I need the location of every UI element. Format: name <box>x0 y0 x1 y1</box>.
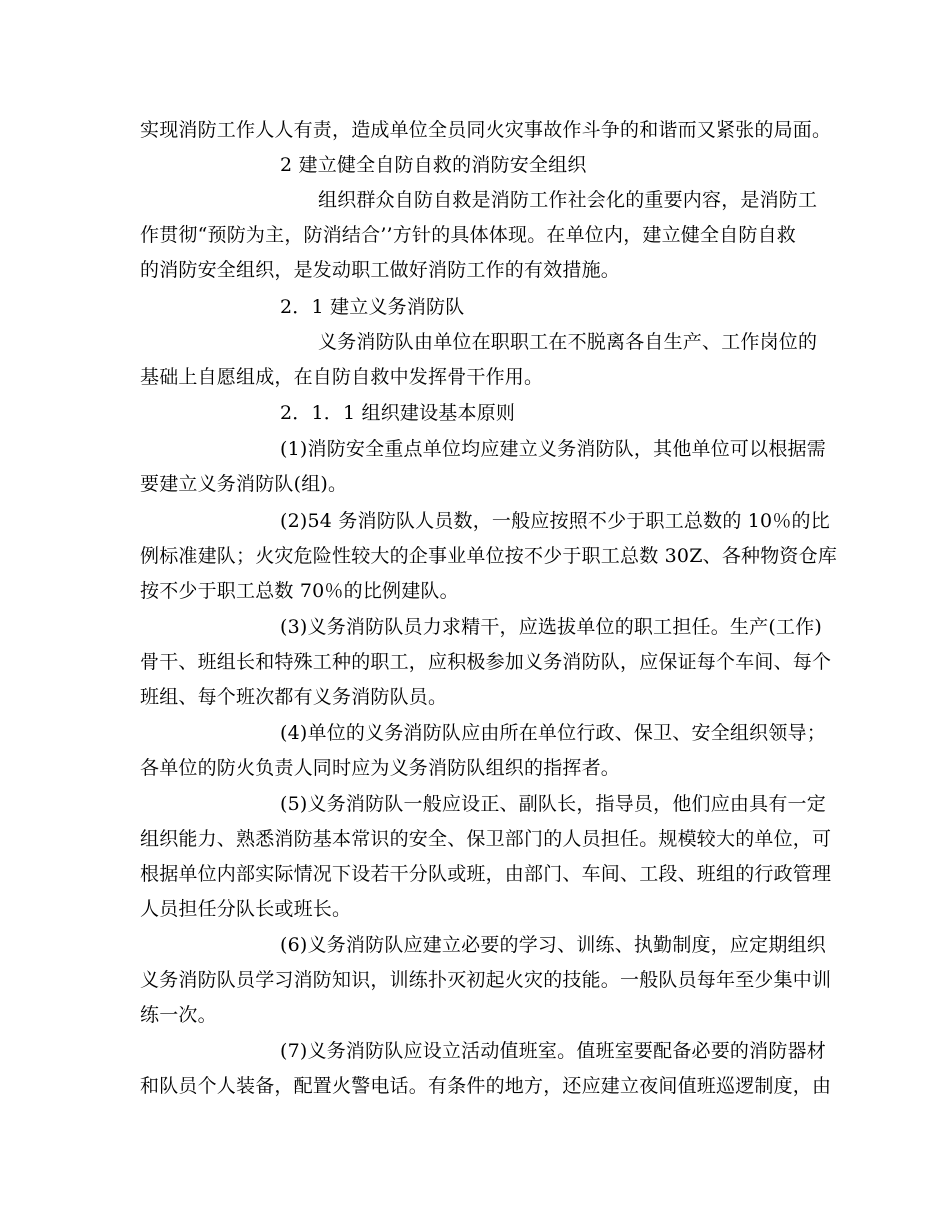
list-item-line: 根据单位内部实际情况下设若干分队或班，由部门、车间、工段、班组的行政管理 <box>140 863 832 885</box>
paragraph-line: 基础上自愿组成，在自防自救中发挥骨干作用。 <box>140 366 544 388</box>
list-item-line: (3)义务消防队员力求精干，应选拔单位的职工担任。生产(工作) <box>280 616 822 638</box>
list-item-line: (5)义务消防队一般应设正、副队长，指导员，他们应由具有一定 <box>280 793 826 815</box>
list-item-line: 组织能力、熟悉消防基本常识的安全、保卫部门的人员担任。规模较大的单位，可 <box>140 828 832 850</box>
list-item-line: 练一次。 <box>140 1004 217 1026</box>
list-item-line: (4)单位的义务消防队应由所在单位行政、保卫、安全组织领导； <box>280 722 826 744</box>
list-item-line: (7)义务消防队应设立活动值班室。值班室要配备必要的消防器材 <box>280 1040 826 1062</box>
section-heading: 2 建立健全自防自救的消防安全组织 <box>280 154 587 176</box>
list-item-line: 义务消防队员学习消防知识，训练扑灭初起火灾的技能。一般队员每年至少集中训 <box>140 969 832 991</box>
paragraph-line: 的消防安全组织，是发动职工做好消防工作的有效措施。 <box>140 259 621 281</box>
paragraph-line: 义务消防队由单位在职职工在不脱离各自生产、工作岗位的 <box>318 331 818 353</box>
section-heading: 2．1．1 组织建设基本原则 <box>280 402 516 424</box>
list-item-line: (6)义务消防队应建立必要的学习、训练、执勤制度，应定期组织 <box>280 934 826 956</box>
section-heading: 2．1 建立义务消防队 <box>280 296 465 318</box>
list-item-line: 各单位的防火负责人同时应为义务消防队组织的指挥者。 <box>140 757 621 779</box>
list-item-line: 和队员个人装备，配置火警电话。有条件的地方，还应建立夜间值班巡逻制度，由 <box>140 1075 832 1097</box>
list-item-line: 人员担任分队长或班长。 <box>140 898 352 920</box>
list-item-line: 按不少于职工总数 70％的比例建队。 <box>140 580 459 602</box>
list-item-line: 例标准建队；火灾危险性较大的企事业单位按不少于职工总数 30Z、各种物资仓库 <box>140 545 838 567</box>
list-item-line: 骨干、班组长和特殊工种的职工，应积极参加义务消防队，应保证每个车间、每个 <box>140 651 832 673</box>
paragraph-line: 组织群众自防自救是消防工作社会化的重要内容，是消防工 <box>318 189 818 211</box>
list-item-line: (1)消防安全重点单位均应建立义务消防队，其他单位可以根据需 <box>280 438 826 460</box>
paragraph-line: 作贯彻“预防为主，防消结合’’方针的具体体现。在单位内，建立健全自防自救 <box>140 224 796 246</box>
list-item-line: 要建立义务消防队(组)。 <box>140 473 348 495</box>
list-item-line: (2)54 务消防队人员数，一般应按照不少于职工总数的 10％的比 <box>280 510 830 532</box>
paragraph-line: 实现消防工作人人有责，造成单位全员同火灾事故作斗争的和谐而又紧张的局面。 <box>140 119 832 141</box>
list-item-line: 班组、每个班次都有义务消防队员。 <box>140 686 448 708</box>
